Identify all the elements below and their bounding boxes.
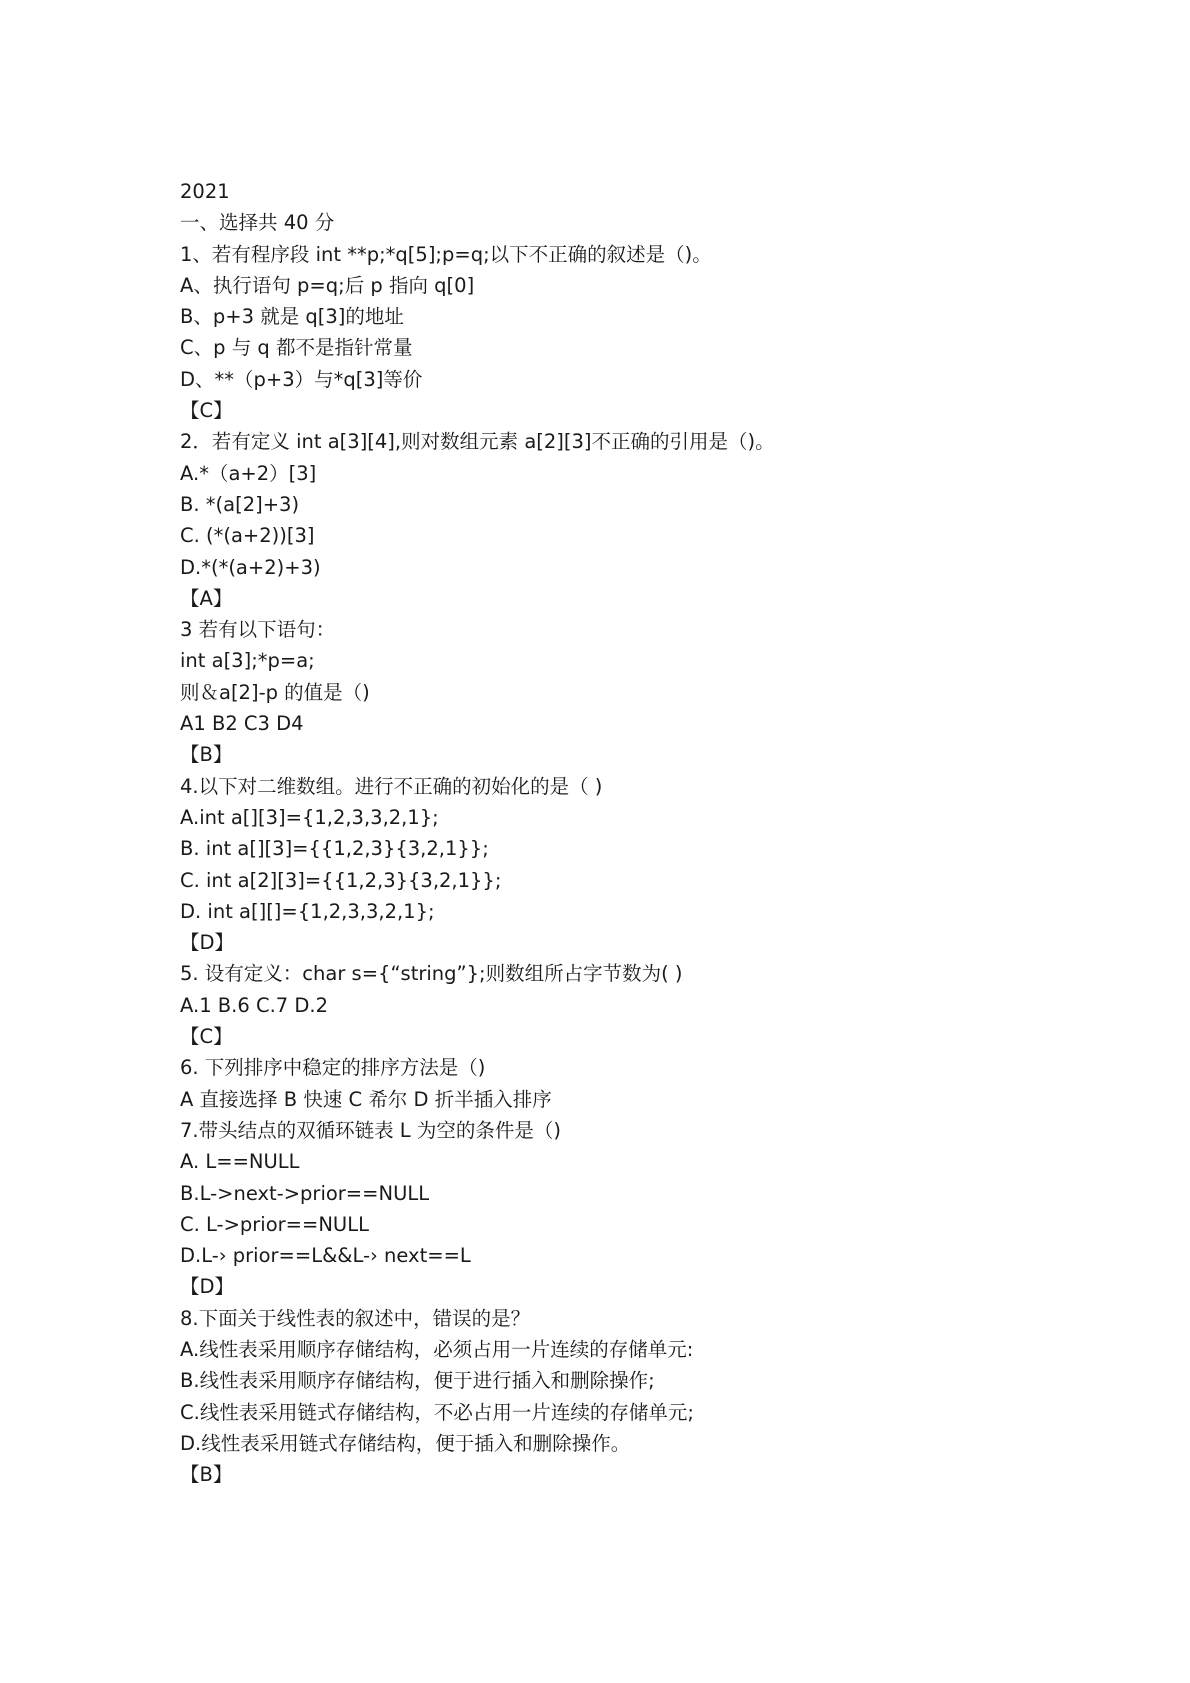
text-line: B. int a[][3]={{1,2,3}{3,2,1}}; [180,837,489,861]
text-line: A.1 B.6 C.7 D.2 [180,993,329,1017]
text-line: A.线性表采用顺序存储结构，必须占用一片连续的存储单元: [180,1337,694,1361]
text-line: D.L-› prior==L&&L-› next==L [180,1244,471,1268]
text-line: 【C】 [180,399,233,423]
text-line: 【A】 [180,586,233,610]
text-line: C.线性表采用链式存储结构，不必占用一片连续的存储单元; [180,1400,694,1424]
text-line: B.L->next->prior==NULL [180,1181,430,1205]
text-line: 8.下面关于线性表的叙述中，错误的是？ [180,1306,531,1330]
text-line: int a[3];*p=a; [180,649,315,673]
text-line: B、p+3 就是 q[3]的地址 [180,305,404,329]
text-line: C. (*(a+2))[3] [180,524,315,548]
text-line: A 直接选择 B 快速 C 希尔 D 折半插入排序 [180,1087,552,1111]
text-line: D、**（p+3）与*q[3]等价 [180,367,423,391]
text-line: 6. 下列排序中稳定的排序方法是（) [180,1056,486,1080]
text-line: 【D】 [180,1275,235,1299]
text-line: D.*(*(a+2)+3) [180,555,321,579]
text-line: C. int a[2][3]={{1,2,3}{3,2,1}}; [180,868,502,892]
text-line: A.*（a+2）[3] [180,461,317,485]
text-line: 3 若有以下语句： [180,618,336,642]
text-line: 7.带头结点的双循环链表 L 为空的条件是（) [180,1118,561,1142]
text-line: 【B】 [180,743,233,767]
text-line: 4.以下对二维数组。进行不正确的初始化的是（ ) [180,774,603,798]
text-line: A、执行语句 p=q;后 p 指向 q[0] [180,273,475,297]
text-line: A1 B2 C3 D4 [180,712,304,736]
question-list [180,239,1060,1491]
text-line: C. L->prior==NULL [180,1212,369,1236]
text-line: A. L==NULL [180,1150,300,1174]
text-line: 5. 设有定义：char s={“string”};则数组所占字节数为( ) [180,962,683,986]
text-line: C、p 与 q 都不是指针常量 [180,336,413,360]
text-line: 则＆a[2]-p 的值是（) [180,680,370,704]
text-line: B.线性表采用顺序存储结构，便于进行插入和删除操作; [180,1369,655,1393]
text-line: D.线性表采用链式存储结构，便于插入和删除操作。 [180,1431,631,1455]
document-content [180,176,1060,1490]
text-line: 【B】 [180,1463,233,1487]
text-line: D. int a[][]={1,2,3,3,2,1}; [180,899,435,923]
text-line: 2．若有定义 int a[3][4],则对数组元素 a[2][3]不正确的引用是（)。 [180,430,775,454]
text-line: B. *(a[2]+3) [180,492,300,516]
text-line: 1、若有程序段 int **p;*q[5];p=q;以下不正确的叙述是（)。 [180,242,712,266]
document-year: 2021 [180,180,230,203]
text-line: A.int a[][3]={1,2,3,3,2,1}; [180,805,439,829]
section-heading: 一、选择共 40 分 [180,211,335,235]
text-line: 【D】 [180,931,235,955]
text-line: 【C】 [180,1025,233,1049]
